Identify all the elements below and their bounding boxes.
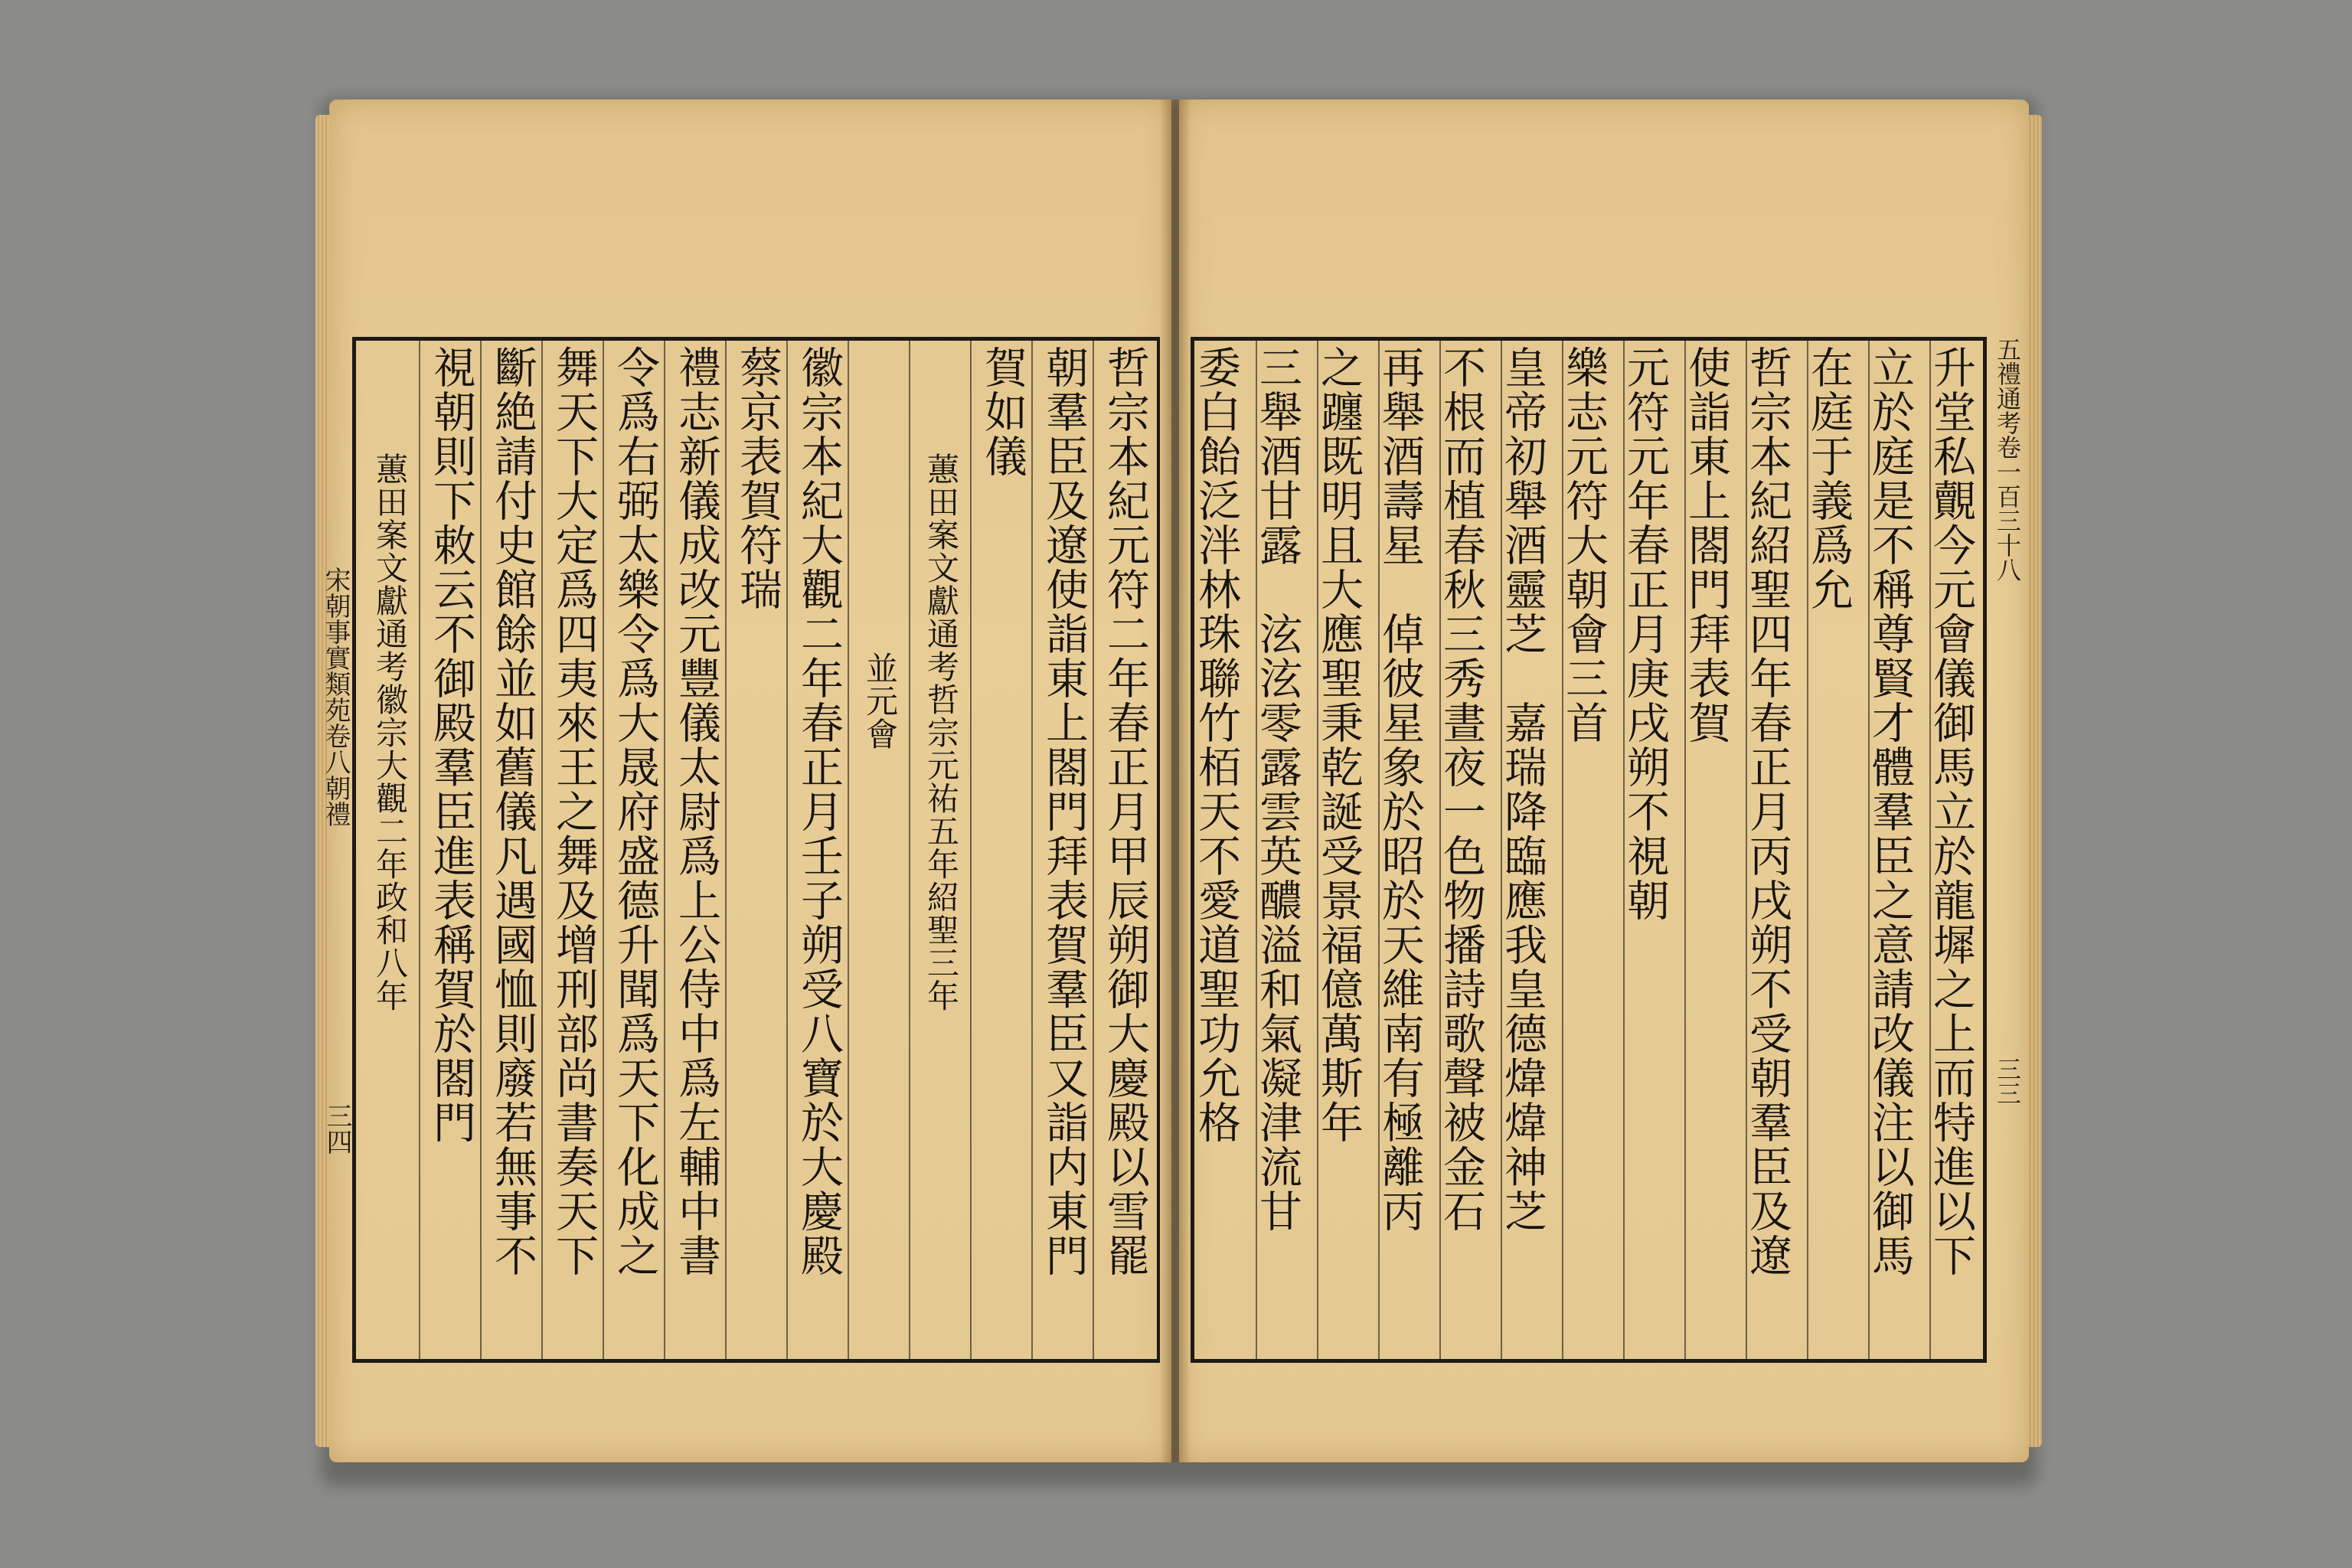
fold-title: 宋朝事實類苑卷八	[320, 567, 351, 775]
text-column: 再舉酒壽星 倬彼星象於昭於天維南有極離丙	[1375, 345, 1425, 1233]
right-page-number: 三三	[1993, 1057, 2022, 1106]
text-column: 委白飴泛泮林珠聯竹栢天不愛道聖功允格	[1191, 345, 1241, 1145]
text-column: 斷絶請付史館餘並如舊儀凡遇國恤則廢若無事不	[488, 345, 537, 1278]
commentary-column: 並元會	[861, 652, 899, 750]
left-text-frame	[352, 337, 1160, 1363]
text-column: 使詣東上閤門拜表賀	[1681, 345, 1731, 745]
book-gutter	[1160, 100, 1191, 1462]
text-column: 皇帝初舉酒靈芝 嘉瑞降臨應我皇德煒煒神芝	[1498, 345, 1547, 1233]
left-page-number: 三四	[322, 1102, 352, 1155]
text-column: 禮志新儀成改元豐儀太尉爲上公侍中爲左輔中書	[671, 345, 721, 1278]
text-column: 賀如儀	[978, 345, 1027, 479]
right-fold-title: 五禮通考卷一百三十八	[1993, 337, 2022, 582]
text-column: 朝羣臣及遼使詣東上閤門拜表賀羣臣又詣内東門	[1039, 345, 1089, 1278]
text-column: 不根而植春秋三秀晝夜一色物播詩歌聲被金石	[1436, 345, 1486, 1233]
text-column: 蔡京表賀符瑞	[733, 345, 782, 612]
text-column: 三舉酒甘露 泫泫零露雲英醲溢和氣凝津流甘	[1253, 345, 1302, 1233]
text-column: 令爲右弼太樂令爲大晟府盛德升聞爲天下化成之	[610, 345, 660, 1278]
text-column: 視朝則下敕云不御殿羣臣進表稱賀於閤門	[426, 345, 476, 1145]
text-column: 元符元年春正月庚戌朔不視朝	[1620, 345, 1670, 923]
text-column: 哲宗本紀紹聖四年春正月丙戌朔不受朝羣臣及遼	[1743, 345, 1792, 1278]
text-column: 在庭于義爲允	[1804, 345, 1854, 612]
text-column: 升堂私覿今元會儀御馬立於龍墀之上而特進以下	[1926, 345, 1976, 1278]
text-column: 舞天下大定爲四夷來王之舞及增刑部尚書奏天下	[549, 345, 599, 1278]
fold-section: 朝禮	[320, 775, 351, 827]
text-column: 樂志元符大朝會三首	[1559, 345, 1609, 745]
commentary-column: 蕙田案文獻通考哲宗元祐五年紹聖三年	[923, 452, 960, 1012]
commentary-column: 蕙田案文獻通考徽宗大觀二年政和八年	[371, 452, 409, 1012]
right-text-frame	[1191, 337, 1987, 1363]
text-column: 哲宗本紀元符二年春正月甲辰朔御大慶殿以雪罷	[1100, 345, 1150, 1278]
text-column: 立於庭是不稱尊賢才體羣臣之意請改儀注以御馬	[1865, 345, 1915, 1278]
text-column: 徽宗本紀大觀二年春正月壬子朔受八寶於大慶殿	[794, 345, 844, 1278]
text-column: 之躔既明且大應聖秉乾誕受景福億萬斯年	[1314, 345, 1364, 1145]
